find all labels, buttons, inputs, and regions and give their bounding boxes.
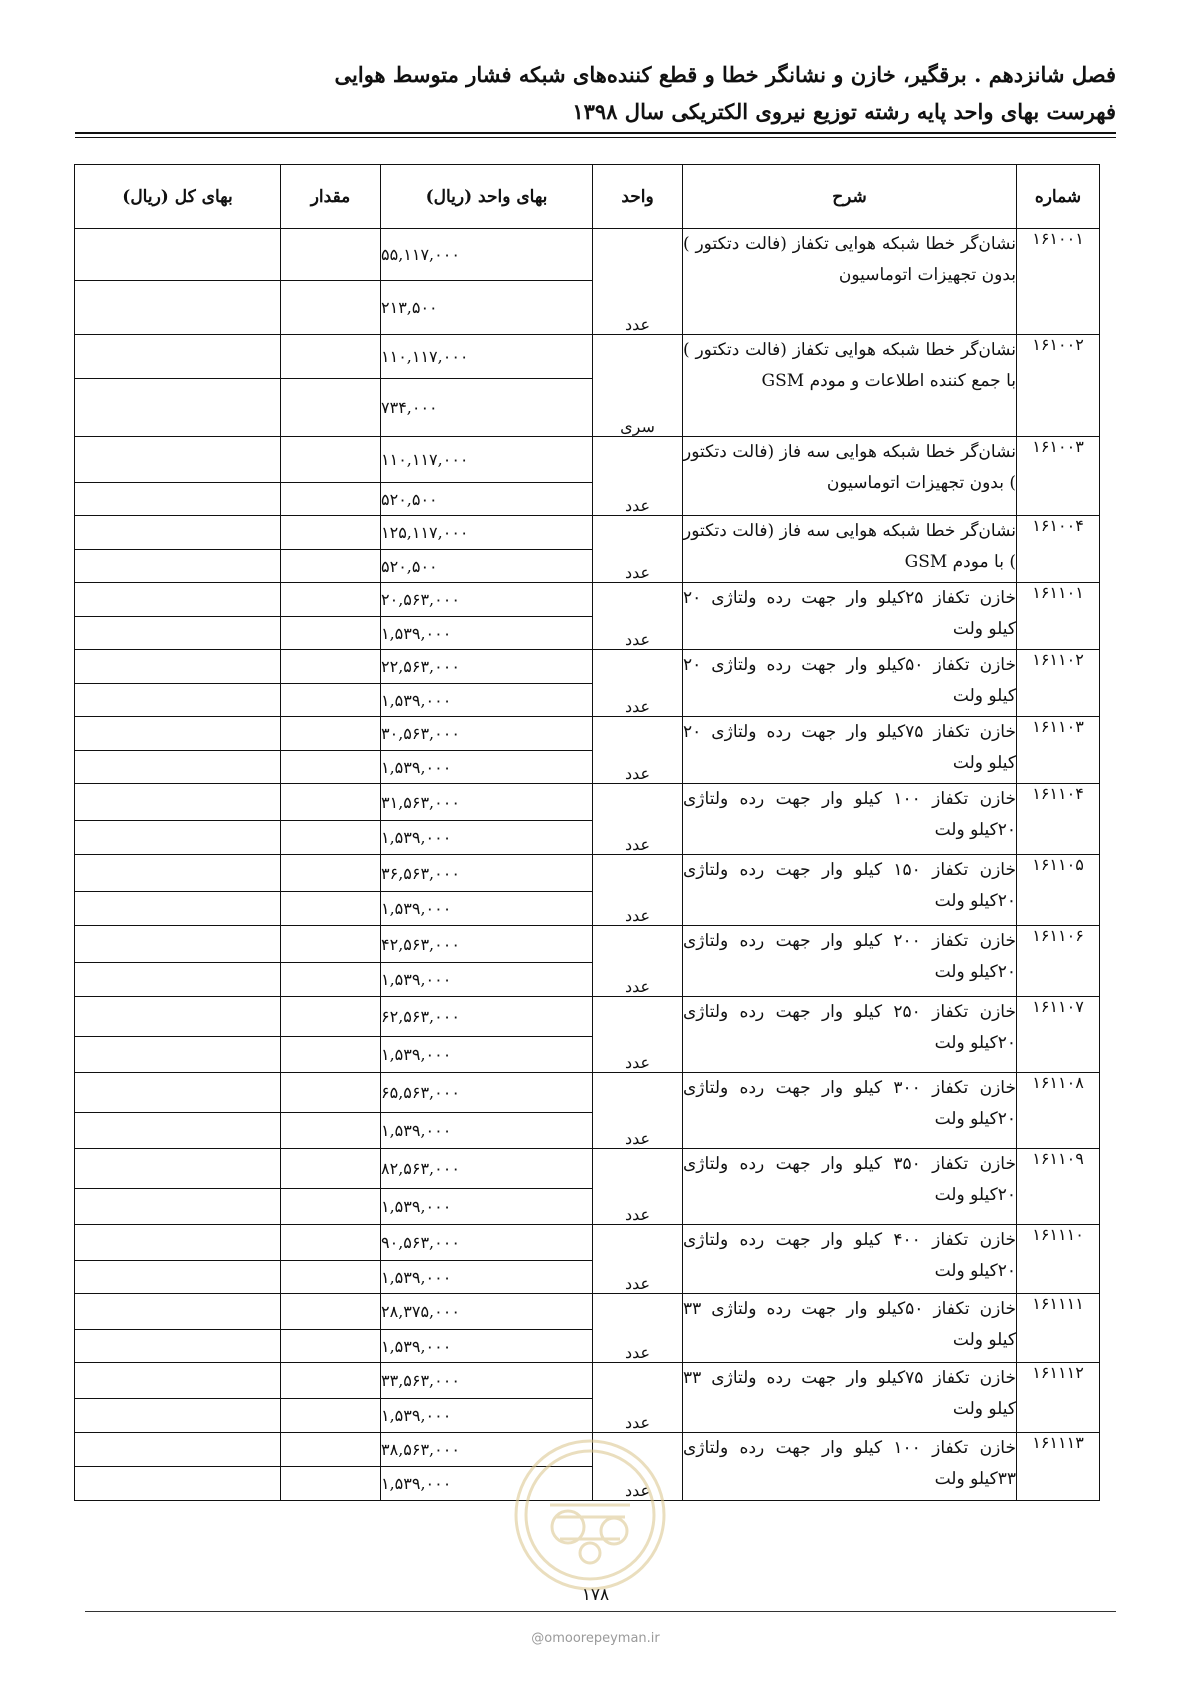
item-description-cell: خازن تکفاز ۲۵کیلو وار جهت رده ولتاژی ۲۰ کیلو ولت: [683, 583, 1017, 650]
quantity-cell: [281, 1433, 381, 1467]
unit-price-cell: ۶۵,۵۶۳,۰۰۰: [381, 1073, 593, 1113]
unit-price-cell: ۴۲,۵۶۳,۰۰۰: [381, 926, 593, 963]
item-number-cell: ۱۶۱۰۰۲: [1017, 335, 1100, 437]
quantity-cell: [281, 1294, 381, 1330]
total-price-cell: [75, 821, 281, 855]
item-number-cell: ۱۶۱۱۱۲: [1017, 1363, 1100, 1433]
total-price-cell: [75, 483, 281, 516]
total-price-cell: [75, 281, 281, 335]
unit-price-cell: ۱,۵۳۹,۰۰۰: [381, 684, 593, 717]
item-number-cell: ۱۶۱۰۰۱: [1017, 229, 1100, 335]
item-number-cell: ۱۶۱۱۰۹: [1017, 1149, 1100, 1225]
quantity-cell: [281, 926, 381, 963]
total-price-cell: [75, 650, 281, 684]
item-description-cell: نشان‌گر خطا شبکه هوایی سه فاز (فالت دتکتور ) با مودم GSM: [683, 516, 1017, 583]
item-description-cell: خازن تکفاز ۷۵کیلو وار جهت رده ولتاژی ۲۰ کیلو ولت: [683, 717, 1017, 784]
unit-price-cell: ۱,۵۳۹,۰۰۰: [381, 1189, 593, 1225]
item-unit-cell: عدد: [593, 1294, 683, 1363]
table-row: [75, 1073, 1100, 1113]
item-description-cell: نشان‌گر خطا شبکه هوایی سه فاز (فالت دتکتور ) بدون تجهیزات اتوماسیون: [683, 437, 1017, 516]
item-unit-cell: عدد: [593, 1433, 683, 1501]
item-description-cell: خازن تکفاز ۳۰۰ کیلو وار جهت رده ولتاژی ۲۰کیلو ولت: [683, 1073, 1017, 1149]
quantity-cell: [281, 1363, 381, 1399]
unit-price-cell: ۲۱۳,۵۰۰: [381, 281, 593, 335]
quantity-cell: [281, 1037, 381, 1073]
chapter-title: فصل شانزدهم . برقگیر، خازن و نشانگر خطا و قطع کننده‌های شبکه فشار متوسط هوایی: [334, 62, 1116, 87]
item-description-cell: خازن تکفاز ۴۰۰ کیلو وار جهت رده ولتاژی ۲۰کیلو ولت: [683, 1225, 1017, 1294]
col-header-description: شرح: [683, 165, 1017, 229]
item-unit-cell: سری: [593, 335, 683, 437]
item-number-cell: ۱۶۱۱۰۸: [1017, 1073, 1100, 1149]
unit-price-cell: ۱,۵۳۹,۰۰۰: [381, 1037, 593, 1073]
total-price-cell: [75, 1399, 281, 1433]
item-description-cell: خازن تکفاز ۲۰۰ کیلو وار جهت رده ولتاژی ۲۰کیلو ولت: [683, 926, 1017, 997]
total-price-cell: [75, 437, 281, 483]
item-description-cell: خازن تکفاز ۵۰کیلو وار جهت رده ولتاژی ۲۰ کیلو ولت: [683, 650, 1017, 717]
total-price-cell: [75, 963, 281, 997]
unit-price-cell: ۶۲,۵۶۳,۰۰۰: [381, 997, 593, 1037]
item-number-cell: ۱۶۱۱۰۳: [1017, 717, 1100, 784]
col-header-quantity: مقدار: [281, 165, 381, 229]
item-description-cell: نشان‌گر خطا شبکه هوایی تکفاز (فالت دتکتور ) بدون تجهیزات اتوماسیون: [683, 229, 1017, 335]
total-price-cell: [75, 751, 281, 784]
item-description-cell: خازن تکفاز ۱۵۰ کیلو وار جهت رده ولتاژی ۲۰کیلو ولت: [683, 855, 1017, 926]
item-number-cell: ۱۶۱۱۰۵: [1017, 855, 1100, 926]
unit-price-cell: ۱,۵۳۹,۰۰۰: [381, 821, 593, 855]
item-description-cell: خازن تکفاز ۷۵کیلو وار جهت رده ولتاژی ۳۳ کیلو ولت: [683, 1363, 1017, 1433]
website-watermark: @omoorepeyman.ir: [531, 1631, 660, 1646]
quantity-cell: [281, 1225, 381, 1261]
quantity-cell: [281, 335, 381, 379]
item-unit-cell: عدد: [593, 516, 683, 583]
item-number-cell: ۱۶۱۱۱۱: [1017, 1294, 1100, 1363]
item-unit-cell: عدد: [593, 583, 683, 650]
unit-price-cell: ۱,۵۳۹,۰۰۰: [381, 751, 593, 784]
quantity-cell: [281, 437, 381, 483]
item-description-cell: نشان‌گر خطا شبکه هوایی تکفاز (فالت دتکتور ) با جمع کننده اطلاعات و مودم GSM: [683, 335, 1017, 437]
total-price-cell: [75, 229, 281, 281]
unit-price-cell: ۱,۵۳۹,۰۰۰: [381, 963, 593, 997]
total-price-cell: [75, 997, 281, 1037]
table-row: [75, 583, 1100, 617]
quantity-cell: [281, 1073, 381, 1113]
quantity-cell: [281, 717, 381, 751]
quantity-cell: [281, 1149, 381, 1189]
item-description-cell: خازن تکفاز ۱۰۰ کیلو وار جهت رده ولتاژی ۲۰کیلو ولت: [683, 784, 1017, 855]
table-row: [75, 437, 1100, 483]
col-header-number: شماره: [1017, 165, 1100, 229]
table-row: [75, 926, 1100, 963]
unit-price-cell: ۱۱۰,۱۱۷,۰۰۰: [381, 437, 593, 483]
total-price-cell: [75, 1467, 281, 1501]
unit-price-cell: ۹۰,۵۶۳,۰۰۰: [381, 1225, 593, 1261]
table-row: [75, 855, 1100, 892]
quantity-cell: [281, 1189, 381, 1225]
table-row: [75, 1433, 1100, 1467]
unit-price-cell: ۳۸,۵۶۳,۰۰۰: [381, 1433, 593, 1467]
quantity-cell: [281, 281, 381, 335]
total-price-cell: [75, 892, 281, 926]
quantity-cell: [281, 229, 381, 281]
unit-price-cell: ۱,۵۳۹,۰۰۰: [381, 1467, 593, 1501]
unit-price-cell: ۵۵,۱۱۷,۰۰۰: [381, 229, 593, 281]
unit-price-cell: ۳۳,۵۶۳,۰۰۰: [381, 1363, 593, 1399]
item-number-cell: ۱۶۱۱۰۴: [1017, 784, 1100, 855]
unit-price-cell: ۲۸,۳۷۵,۰۰۰: [381, 1294, 593, 1330]
item-unit-cell: عدد: [593, 1073, 683, 1149]
quantity-cell: [281, 855, 381, 892]
quantity-cell: [281, 550, 381, 583]
item-unit-cell: عدد: [593, 1225, 683, 1294]
unit-price-cell: ۱,۵۳۹,۰۰۰: [381, 1113, 593, 1149]
item-description-cell: خازن تکفاز ۱۰۰ کیلو وار جهت رده ولتاژی ۳۳کیلو ولت: [683, 1433, 1017, 1501]
total-price-cell: [75, 1149, 281, 1189]
item-description-cell: خازن تکفاز ۵۰کیلو وار جهت رده ولتاژی ۳۳ کیلو ولت: [683, 1294, 1017, 1363]
quantity-cell: [281, 483, 381, 516]
item-unit-cell: عدد: [593, 229, 683, 335]
quantity-cell: [281, 1467, 381, 1501]
table-row: [75, 1225, 1100, 1261]
item-unit-cell: عدد: [593, 717, 683, 784]
col-header-unit-price: بهای واحد (ریال): [381, 165, 593, 229]
total-price-cell: [75, 784, 281, 821]
unit-price-cell: ۲۲,۵۶۳,۰۰۰: [381, 650, 593, 684]
table-row: [75, 717, 1100, 751]
total-price-cell: [75, 1037, 281, 1073]
item-unit-cell: عدد: [593, 926, 683, 997]
total-price-cell: [75, 1363, 281, 1399]
total-price-cell: [75, 684, 281, 717]
item-number-cell: ۱۶۱۱۰۷: [1017, 997, 1100, 1073]
total-price-cell: [75, 379, 281, 437]
quantity-cell: [281, 1261, 381, 1294]
item-unit-cell: عدد: [593, 784, 683, 855]
quantity-cell: [281, 784, 381, 821]
unit-price-cell: ۷۳۴,۰۰۰: [381, 379, 593, 437]
total-price-cell: [75, 1294, 281, 1330]
quantity-cell: [281, 963, 381, 997]
table-row: [75, 229, 1100, 281]
quantity-cell: [281, 650, 381, 684]
table-row: [75, 997, 1100, 1037]
item-number-cell: ۱۶۱۰۰۳: [1017, 437, 1100, 516]
total-price-cell: [75, 717, 281, 751]
quantity-cell: [281, 583, 381, 617]
table-row: [75, 784, 1100, 821]
unit-price-cell: ۱,۵۳۹,۰۰۰: [381, 892, 593, 926]
total-price-cell: [75, 550, 281, 583]
col-header-unit: واحد: [593, 165, 683, 229]
item-number-cell: ۱۶۱۱۱۰: [1017, 1225, 1100, 1294]
item-number-cell: ۱۶۱۱۰۲: [1017, 650, 1100, 717]
quantity-cell: [281, 997, 381, 1037]
item-description-cell: خازن تکفاز ۲۵۰ کیلو وار جهت رده ولتاژی ۲۰کیلو ولت: [683, 997, 1017, 1073]
item-unit-cell: عدد: [593, 855, 683, 926]
total-price-cell: [75, 335, 281, 379]
unit-price-cell: ۱۱۰,۱۱۷,۰۰۰: [381, 335, 593, 379]
table-row: [75, 1149, 1100, 1189]
total-price-cell: [75, 1189, 281, 1225]
item-description-cell: خازن تکفاز ۳۵۰ کیلو وار جهت رده ولتاژی ۲۰کیلو ولت: [683, 1149, 1017, 1225]
item-unit-cell: عدد: [593, 650, 683, 717]
quantity-cell: [281, 684, 381, 717]
total-price-cell: [75, 1073, 281, 1113]
item-number-cell: ۱۶۱۱۰۱: [1017, 583, 1100, 650]
table-row: [75, 1363, 1100, 1399]
item-unit-cell: عدد: [593, 1363, 683, 1433]
total-price-cell: [75, 926, 281, 963]
table-row: [75, 516, 1100, 550]
table-row: [75, 1294, 1100, 1330]
unit-price-cell: ۲۰,۵۶۳,۰۰۰: [381, 583, 593, 617]
quantity-cell: [281, 516, 381, 550]
item-unit-cell: عدد: [593, 997, 683, 1073]
quantity-cell: [281, 892, 381, 926]
total-price-cell: [75, 516, 281, 550]
total-price-cell: [75, 1433, 281, 1467]
quantity-cell: [281, 1330, 381, 1363]
total-price-cell: [75, 617, 281, 650]
header-rule-thick: [75, 132, 1116, 134]
unit-price-cell: ۱,۵۳۹,۰۰۰: [381, 1330, 593, 1363]
unit-price-cell: ۳۶,۵۶۳,۰۰۰: [381, 855, 593, 892]
item-unit-cell: عدد: [593, 437, 683, 516]
unit-price-cell: ۳۰,۵۶۳,۰۰۰: [381, 717, 593, 751]
unit-price-cell: ۵۲۰,۵۰۰: [381, 483, 593, 516]
price-list-title: فهرست بهای واحد پایه رشته توزیع نیروی الکتریکی سال ۱۳۹۸: [572, 99, 1116, 124]
total-price-cell: [75, 855, 281, 892]
quantity-cell: [281, 379, 381, 437]
total-price-cell: [75, 1113, 281, 1149]
item-number-cell: ۱۶۱۰۰۴: [1017, 516, 1100, 583]
col-header-total-price: بهای کل (ریال): [75, 165, 281, 229]
item-number-cell: ۱۶۱۱۰۶: [1017, 926, 1100, 997]
total-price-cell: [75, 583, 281, 617]
unit-price-cell: ۳۱,۵۶۳,۰۰۰: [381, 784, 593, 821]
quantity-cell: [281, 1399, 381, 1433]
total-price-cell: [75, 1225, 281, 1261]
price-table: [74, 164, 1100, 1501]
unit-price-cell: ۱,۵۳۹,۰۰۰: [381, 617, 593, 650]
total-price-cell: [75, 1330, 281, 1363]
total-price-cell: [75, 1261, 281, 1294]
table-row: [75, 650, 1100, 684]
table-row: [75, 335, 1100, 379]
header-rule-thin: [75, 137, 1116, 138]
quantity-cell: [281, 1113, 381, 1149]
unit-price-cell: ۱,۵۳۹,۰۰۰: [381, 1399, 593, 1433]
quantity-cell: [281, 751, 381, 784]
quantity-cell: [281, 821, 381, 855]
unit-price-cell: ۱,۵۳۹,۰۰۰: [381, 1261, 593, 1294]
table-header-row: [75, 165, 1100, 229]
unit-price-cell: ۱۲۵,۱۱۷,۰۰۰: [381, 516, 593, 550]
quantity-cell: [281, 617, 381, 650]
page-number: ۱۷۸: [581, 1585, 610, 1605]
unit-price-cell: ۵۲۰,۵۰۰: [381, 550, 593, 583]
table-body: [75, 229, 1100, 1501]
item-number-cell: ۱۶۱۱۱۳: [1017, 1433, 1100, 1501]
unit-price-cell: ۸۲,۵۶۳,۰۰۰: [381, 1149, 593, 1189]
footer-rule: [85, 1611, 1116, 1612]
item-unit-cell: عدد: [593, 1149, 683, 1225]
